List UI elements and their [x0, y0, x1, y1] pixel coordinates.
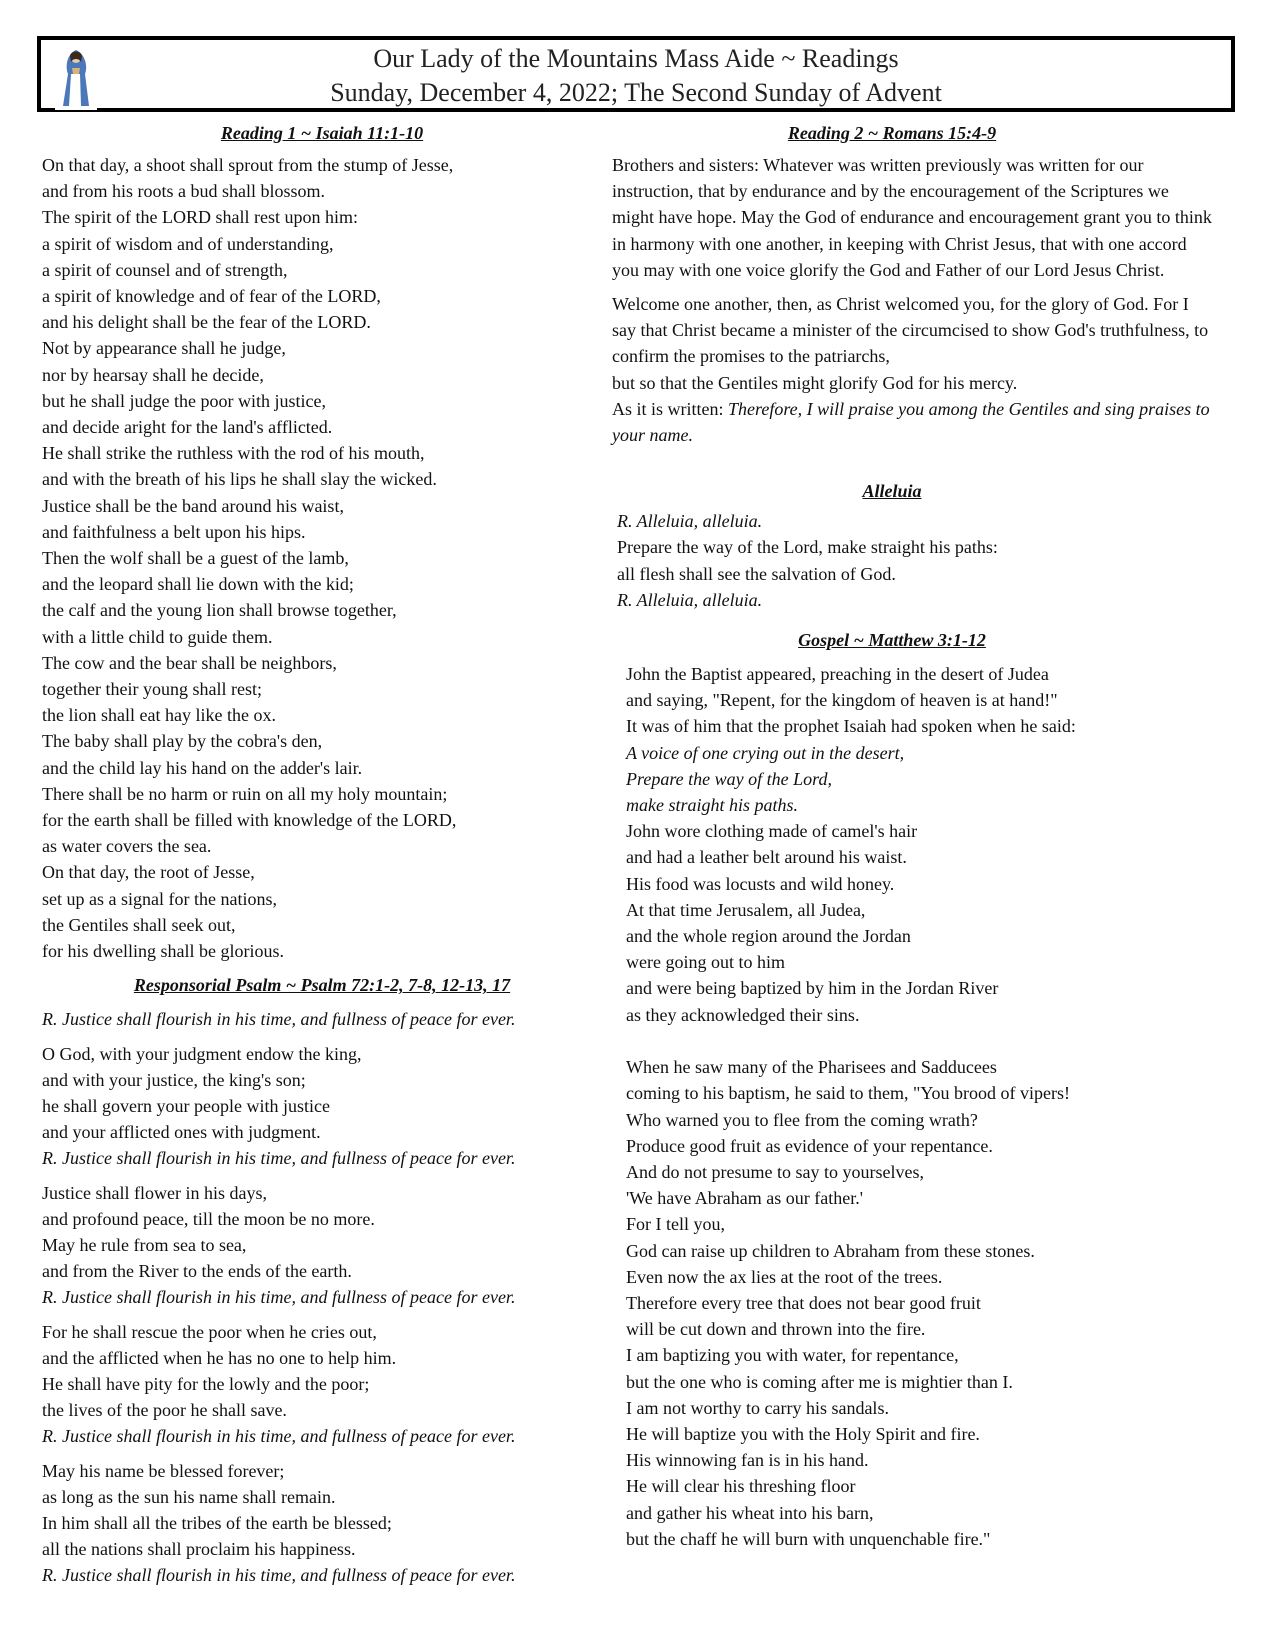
psalm-line: and from the River to the ends of the earth.: [42, 1261, 352, 1282]
reading1-line: and from his roots a bud shall blossom.: [42, 181, 325, 202]
reading1-line: the lion shall eat hay like the ox.: [42, 705, 276, 726]
reading1-line: together their young shall rest;: [42, 679, 262, 700]
psalm-response: R. Justice shall flourish in his time, and fullness of peace for ever.: [42, 1148, 516, 1169]
reading1-line: The cow and the bear shall be neighbors,: [42, 652, 337, 673]
reading1-body: [42, 152, 602, 964]
reading2-paragraph2: Welcome one another, then, as Christ welcomed you, for the glory of God. For I say that Christ became a minister of the circumcised to show God's truthfulness, to confirm the promises to the patriarchs,: [612, 294, 1209, 367]
psalm-line: as long as the sun his name shall remain.: [42, 1486, 336, 1507]
reading1-line: as water covers the sea.: [42, 836, 212, 857]
reading1-line: for the earth shall be filled with knowledge of the LORD,: [42, 810, 457, 831]
psalm-body: [42, 1041, 602, 1589]
psalm-line: and with your justice, the king's son;: [42, 1069, 306, 1090]
reading1-line: a spirit of knowledge and of fear of the LORD,: [42, 286, 381, 307]
gospel-line: When he saw many of the Pharisees and Sadducees: [626, 1057, 997, 1078]
psalm-line: He shall have pity for the lowly and the poor;: [42, 1373, 370, 1394]
psalm-line: May his name be blessed forever;: [42, 1460, 285, 1481]
gospel-line: make straight his paths.: [626, 795, 799, 816]
reading1-line: On that day, a shoot shall sprout from the stump of Jesse,: [42, 155, 454, 175]
gospel-line: but the chaff he will burn with unquenchable fire.": [626, 1528, 991, 1549]
alleluia-verse-1: Prepare the way of the Lord, make straight his paths:: [617, 537, 998, 558]
gospel-line: as they acknowledged their sins.: [626, 1004, 860, 1025]
gospel-line: For I tell you,: [626, 1214, 725, 1235]
reading1-line: On that day, the root of Jesse,: [42, 862, 255, 883]
reading1-line: and faithfulness a belt upon his hips.: [42, 521, 306, 542]
psalm-response: R. Justice shall flourish in his time, and fullness of peace for ever.: [42, 1426, 516, 1447]
reading1-line: the Gentiles shall seek out,: [42, 914, 236, 935]
psalm-response: R. Justice shall flourish in his time, and fullness of peace for ever.: [42, 1565, 516, 1586]
gospel-line: He will baptize you with the Holy Spirit and fire.: [626, 1423, 980, 1444]
gospel-line: 'We have Abraham as our father.': [626, 1188, 863, 1209]
reading1-line: a spirit of wisdom and of understanding,: [42, 233, 334, 254]
reading1-line: but he shall judge the poor with justice,: [42, 390, 326, 411]
reading1-line: the calf and the young lion shall browse together,: [42, 600, 397, 621]
reading2-paragraph1: Brothers and sisters: Whatever was written previously was written for our instruction, that by endurance and by the encouragement of the Scriptures we might have hope. May the God of endurance and encouragement grant you to think in harmony with one another, in keeping with Christ Jesus, that with one accord you may with one voice glorify the God and Father of our Lord Jesus Christ.: [612, 155, 1212, 280]
gospel-line: and saying, "Repent, for the kingdom of heaven is at hand!": [626, 690, 1058, 711]
gospel-line: Therefore every tree that does not bear good fruit: [626, 1292, 981, 1313]
reading1-line: Not by appearance shall he judge,: [42, 338, 286, 359]
gospel-line: John wore clothing made of camel's hair: [626, 821, 918, 842]
psalm-stanza: [42, 1458, 602, 1589]
gospel-line: and gather his wheat into his barn,: [626, 1502, 874, 1523]
alleluia-response-1: R. Alleluia, alleluia.: [617, 511, 763, 532]
psalm-line: For he shall rescue the poor when he cries out,: [42, 1321, 377, 1342]
page-title-line2: Sunday, December 4, 2022; The Second Sunday of Advent: [330, 78, 942, 107]
right-column: [612, 120, 1242, 1552]
gospel-line: His winnowing fan is in his hand.: [626, 1450, 869, 1471]
gospel-line: He will clear his threshing floor: [626, 1476, 856, 1497]
gospel-line: I am baptizing you with water, for repentance,: [626, 1345, 959, 1366]
gospel-line: and had a leather belt around his waist.: [626, 847, 907, 868]
psalm-line: he shall govern your people with justice: [42, 1095, 330, 1116]
psalm-line: the lives of the poor he shall save.: [42, 1400, 287, 1421]
reading1-line: and the child lay his hand on the adder's lair.: [42, 757, 363, 778]
gospel-line: and were being baptized by him in the Jordan River: [626, 978, 999, 999]
reading2-paragraph2c: [612, 396, 1212, 448]
psalm-line: and profound peace, till the moon be no more.: [42, 1208, 375, 1229]
alleluia-title: Alleluia: [862, 481, 922, 502]
psalm-line: O God, with your judgment endow the king,: [42, 1043, 362, 1064]
gospel-line: [626, 1028, 1242, 1054]
page-title-line1: Our Lady of the Mountains Mass Aide ~ Readings: [373, 44, 899, 73]
reading1-line: nor by hearsay shall he decide,: [42, 364, 264, 385]
gospel-line: coming to his baptism, he said to them, "You brood of vipers!: [626, 1083, 1070, 1104]
reading1-line: a spirit of counsel and of strength,: [42, 259, 288, 280]
gospel-line: I am not worthy to carry his sandals.: [626, 1397, 889, 1418]
gospel-line: will be cut down and thrown into the fire.: [626, 1319, 926, 1340]
psalm-response: R. Justice shall flourish in his time, and fullness of peace for ever.: [42, 1009, 516, 1030]
gospel-line: God can raise up children to Abraham from these stones.: [626, 1240, 1035, 1261]
gospel-line: Produce good fruit as evidence of your repentance.: [626, 1135, 993, 1156]
psalm-stanza: [42, 1180, 602, 1311]
reading1-line: He shall strike the ruthless with the rod of his mouth,: [42, 443, 425, 464]
reading1-line: The spirit of the LORD shall rest upon him:: [42, 207, 358, 228]
reading2-title: Reading 2 ~ Romans 15:4-9: [787, 123, 997, 143]
reading1-line: There shall be no harm or ruin on all my holy mountain;: [42, 783, 448, 804]
psalm-line: and your afflicted ones with judgment.: [42, 1122, 321, 1143]
psalm-line: In him shall all the tribes of the earth be blessed;: [42, 1512, 392, 1533]
page-header: [37, 36, 1235, 112]
reading2-quote-prefix: As it is written:: [612, 398, 728, 419]
psalm-stanza: [42, 1319, 602, 1450]
gospel-line: Prepare the way of the Lord,: [626, 768, 832, 789]
reading1-line: for his dwelling shall be glorious.: [42, 941, 284, 962]
reading1-title: Reading 1 ~ Isaiah 11:1-10: [220, 123, 424, 143]
psalm-stanza: [42, 1041, 602, 1172]
gospel-line: Even now the ax lies at the root of the trees.: [626, 1266, 943, 1287]
gospel-line: His food was locusts and wild honey.: [626, 873, 895, 894]
gospel-title: Gospel ~ Matthew 3:1-12: [798, 630, 986, 651]
reading1-line: Then the wolf shall be a guest of the lamb,: [42, 548, 349, 569]
left-column: [42, 120, 602, 1597]
psalm-line: May he rule from sea to sea,: [42, 1234, 247, 1255]
psalm-title: Responsorial Psalm ~ Psalm 72:1-2, 7-8, 12-13, 17: [133, 975, 511, 996]
psalm-line: Justice shall flower in his days,: [42, 1182, 267, 1203]
gospel-line: but the one who is coming after me is mightier than I.: [626, 1371, 1013, 1392]
reading1-line: and with the breath of his lips he shall slay the wicked.: [42, 469, 437, 490]
psalm-line: and the afflicted when he has no one to help him.: [42, 1347, 397, 1368]
reading1-line: set up as a signal for the nations,: [42, 888, 277, 909]
reading2-paragraph2b: but so that the Gentiles might glorify God for his mercy.: [612, 372, 1018, 393]
reading1-line: and decide aright for the land's afflicted.: [42, 417, 333, 438]
gospel-line: were going out to him: [626, 952, 785, 973]
gospel-line: At that time Jerusalem, all Judea,: [626, 899, 866, 920]
gospel-body: [612, 661, 1242, 1552]
reading1-line: Justice shall be the band around his waist,: [42, 495, 344, 516]
gospel-line: It was of him that the prophet Isaiah had spoken when he said:: [626, 716, 1076, 737]
alleluia-response-2: R. Alleluia, alleluia.: [617, 589, 763, 610]
reading1-line: with a little child to guide them.: [42, 626, 273, 647]
reading1-line: and his delight shall be the fear of the LORD.: [42, 312, 371, 333]
gospel-line: And do not presume to say to yourselves,: [626, 1161, 924, 1182]
gospel-line: A voice of one crying out in the desert,: [626, 742, 905, 763]
psalm-response: R. Justice shall flourish in his time, and fullness of peace for ever.: [42, 1287, 516, 1308]
reading1-line: The baby shall play by the cobra's den,: [42, 731, 323, 752]
madonna-logo-icon: [55, 44, 97, 110]
reading1-line: and the leopard shall lie down with the kid;: [42, 574, 354, 595]
gospel-line: Who warned you to flee from the coming wrath?: [626, 1109, 978, 1130]
gospel-line: and the whole region around the Jordan: [626, 926, 911, 947]
reading2-quote: Therefore, I will praise you among the Gentiles and sing praises to your name.: [612, 398, 1210, 446]
psalm-line: all the nations shall proclaim his happiness.: [42, 1539, 356, 1560]
alleluia-verse-2: all flesh shall see the salvation of God.: [617, 563, 896, 584]
gospel-line: John the Baptist appeared, preaching in the desert of Judea: [626, 664, 1049, 685]
